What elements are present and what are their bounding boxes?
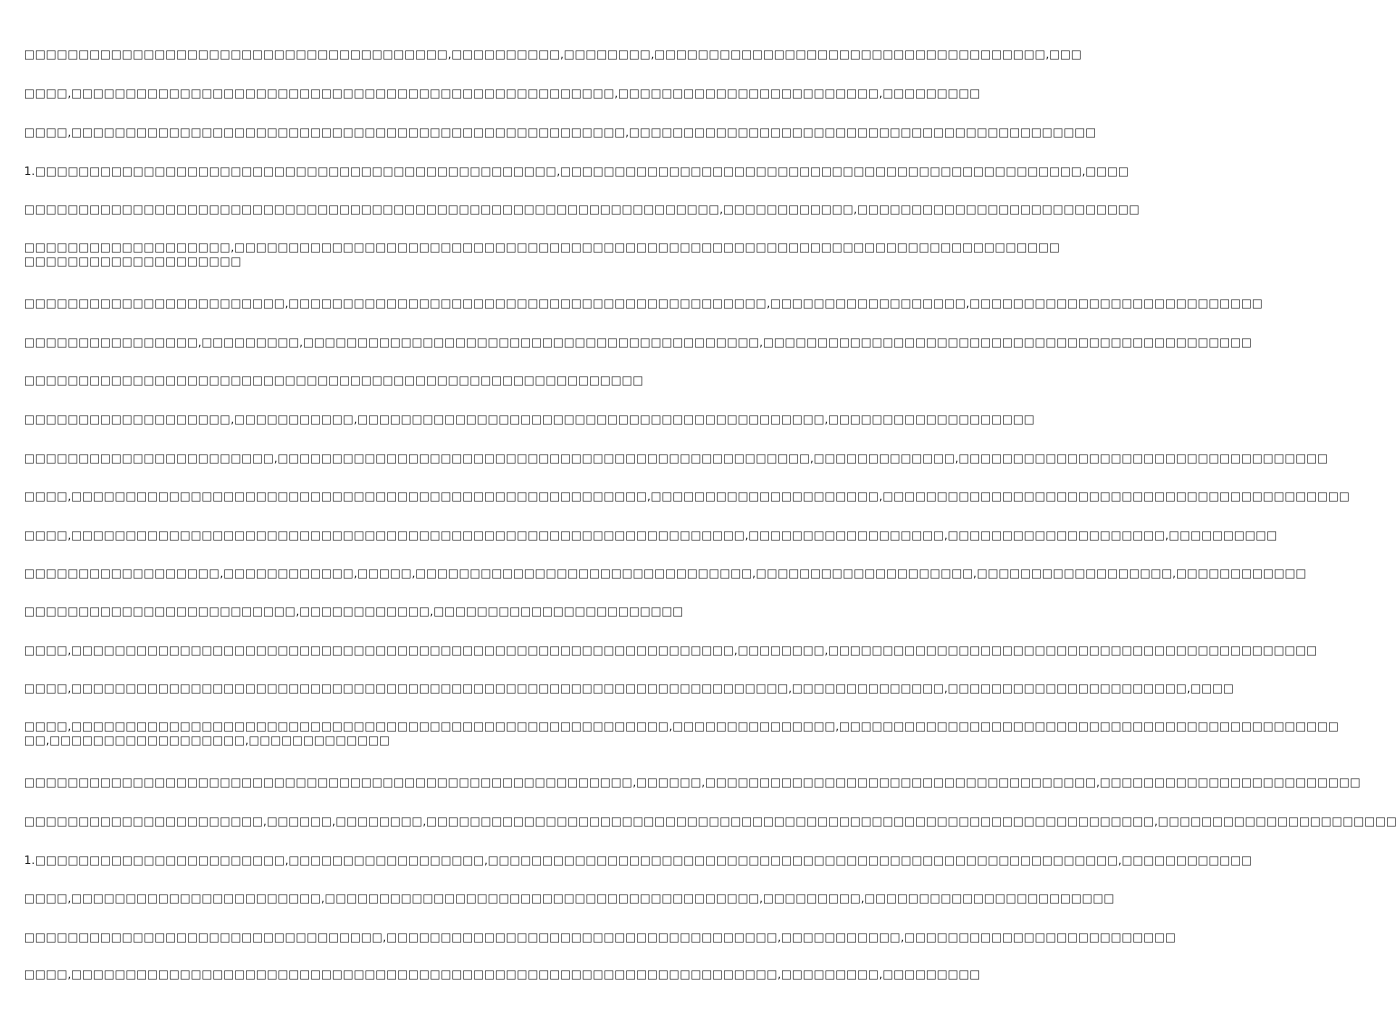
paragraph-17: □□□□,□□□□□□□□□□□□□□□□□□□□□□□□□□□□□□□□□□□□□□□□□□□□□□□□□□□□□□□□□□□□□□□□□□,□□□□□□□□□□□□□□,□□□□□□□□□□□□□□□□□□□□□□,□□□□ xyxy=(24,681,1234,695)
paragraph-12: □□□□,□□□□□□□□□□□□□□□□□□□□□□□□□□□□□□□□□□□□□□□□□□□□□□□□□□□□□,□□□□□□□□□□□□□□□□□□□□□,□□□□□□□□□□□□□□□□□□□□□□□□□□□□□□□□□□□□□□□□□□□ xyxy=(24,489,1350,503)
paragraph-19: □□□□□□□□□□□□□□□□□□□□□□□□□□□□□□□□□□□□□□□□□□□□□□□□□□□□□□□□,□□□□□□,□□□□□□□□□□□□□□□□□□□□□□□□□□□□□□□□□□□□,□□□□□□□□□□□□□□□□□□□□□□□□ xyxy=(24,775,1361,789)
paragraph-3: □□□□,□□□□□□□□□□□□□□□□□□□□□□□□□□□□□□□□□□□□□□□□□□□□□□□□□□□,□□□□□□□□□□□□□□□□□□□□□□□□□□□□□□□□□□□□□□□□□□□ xyxy=(24,125,1097,139)
paragraph-7: □□□□□□□□□□□□□□□□□□□□□□□□,□□□□□□□□□□□□□□□□□□□□□□□□□□□□□□□□□□□□□□□□□□□□,□□□□□□□□□□□□□□□□□□,□□□□□□□□□□□□□□□□□□□□□□□□□□□ xyxy=(24,296,1263,310)
paragraph-18: □□□□,□□□□□□□□□□□□□□□□□□□□□□□□□□□□□□□□□□□□□□□□□□□□□□□□□□□□□□□,□□□□□□□□□□□□□□□,□□□□□□□□□□□□□□□□□□□□□□□□□□□□□□□□□□□□□□□□□□□□□□ □□,□□□□□□□□□□□□□□□□□□,□□□□□□□□□□□□□ xyxy=(24,719,1339,747)
paragraph-8: □□□□□□□□□□□□□□□□,□□□□□□□□□,□□□□□□□□□□□□□□□□□□□□□□□□□□□□□□□□□□□□□□□□□□,□□□□□□□□□□□□□□□□□□□□□□□□□□□□□□□□□□□□□□□□□□□□□ xyxy=(24,335,1252,349)
paragraph-24: □□□□,□□□□□□□□□□□□□□□□□□□□□□□□□□□□□□□□□□□□□□□□□□□□□□□□□□□□□□□□□□□□□□□□□,□□□□□□□□□,□□□□□□□□□ xyxy=(24,967,981,981)
paragraph-23: □□□□□□□□□□□□□□□□□□□□□□□□□□□□□□□□□,□□□□□□□□□□□□□□□□□□□□□□□□□□□□□□□□□□□□,□□□□□□□□□□□,□□□□□□□□□□□□□□□□□□□□□□□□□ xyxy=(24,930,1176,944)
paragraph-16: □□□□,□□□□□□□□□□□□□□□□□□□□□□□□□□□□□□□□□□□□□□□□□□□□□□□□□□□□□□□□□□□□□,□□□□□□□□,□□□□□□□□□□□□□□□□□□□□□□□□□□□□□□□□□□□□□□□□□□□□□ xyxy=(24,643,1318,657)
paragraph-22: □□□□,□□□□□□□□□□□□□□□□□□□□□□□,□□□□□□□□□□□□□□□□□□□□□□□□□□□□□□□□□□□□□□□□,□□□□□□□□□,□□□□□□□□□□□□□□□□□□□□□□□ xyxy=(24,891,1115,905)
paragraph-6: □□□□□□□□□□□□□□□□□□□,□□□□□□□□□□□□□□□□□□□□□□□□□□□□□□□□□□□□□□□□□□□□□□□□□□□□□□□□□□□□□□□□□□□□□□□□□□□□ □□□□□□□□□□□□□□□□□□□□ xyxy=(24,240,1060,268)
paragraph-4: 1.□□□□□□□□□□□□□□□□□□□□□□□□□□□□□□□□□□□□□□□□□□□□□□□□,□□□□□□□□□□□□□□□□□□□□□□□□□□□□□□□□□□□□□□□□□□□□□□□□,□□□□ xyxy=(24,164,1129,178)
paragraph-5: □□□□□□□□□□□□□□□□□□□□□□□□□□□□□□□□□□□□□□□□□□□□□□□□□□□□□□□□□□□□□□□□,□□□□□□□□□□□□,□□□□□□□□□□□□□□□□□□□□□□□□□□ xyxy=(24,202,1140,216)
paragraph-10: □□□□□□□□□□□□□□□□□□□,□□□□□□□□□□□,□□□□□□□□□□□□□□□□□□□□□□□□□□□□□□□□□□□□□□□□□□□,□□□□□□□□□□□□□□□□□□□ xyxy=(24,412,1035,426)
paragraph-15: □□□□□□□□□□□□□□□□□□□□□□□□□,□□□□□□□□□□□□,□□□□□□□□□□□□□□□□□□□□□□□ xyxy=(24,604,684,618)
paragraph-1: □□□□□□□□□□□□□□□□□□□□□□□□□□□□□□□□□□□□□□□,□□□□□□□□□□,□□□□□□□□,□□□□□□□□□□□□□□□□□□□□□□□□□□□□□□□□□□□□,□□□ xyxy=(24,47,1082,61)
paragraph-9: □□□□□□□□□□□□□□□□□□□□□□□□□□□□□□□□□□□□□□□□□□□□□□□□□□□□□□□□□ xyxy=(24,373,644,387)
paragraph-2: □□□□,□□□□□□□□□□□□□□□□□□□□□□□□□□□□□□□□□□□□□□□□□□□□□□□□□□,□□□□□□□□□□□□□□□□□□□□□□□□,□□□□□□□□□ xyxy=(24,86,981,100)
paragraph-20: □□□□□□□□□□□□□□□□□□□□□□,□□□□□□,□□□□□□□□,□□□□□□□□□□□□□□□□□□□□□□□□□□□□□□□□□□□□□□□□□□□□□□□□□□□□□□□□□□□□□□□□□□□,□□□□□□□□□□□□□□□□□□□□□□ xyxy=(24,814,1397,828)
paragraph-21: 1.□□□□□□□□□□□□□□□□□□□□□□□,□□□□□□□□□□□□□□□□□□,□□□□□□□□□□□□□□□□□□□□□□□□□□□□□□□□□□□□□□□□□□□□□□□□□□□□□□□□□□,□□□□□□□□□□□□ xyxy=(24,853,1253,867)
paragraph-14: □□□□□□□□□□□□□□□□□□,□□□□□□□□□□□□,□□□□□,□□□□□□□□□□□□□□□□□□□□□□□□□□□□□□□,□□□□□□□□□□□□□□□□□□□□,□□□□□□□□□□□□□□□□□□,□□□□□□□□□□□□ xyxy=(24,566,1307,580)
paragraph-11: □□□□□□□□□□□□□□□□□□□□□□□,□□□□□□□□□□□□□□□□□□□□□□□□□□□□□□□□□□□□□□□□□□□□□□□□□,□□□□□□□□□□□□□,□□□□□□□□□□□□□□□□□□□□□□□□□□□□□□□□□□ xyxy=(24,451,1328,465)
paragraph-13: □□□□,□□□□□□□□□□□□□□□□□□□□□□□□□□□□□□□□□□□□□□□□□□□□□□□□□□□□□□□□□□□□□□,□□□□□□□□□□□□□□□□□□,□□□□□□□□□□□□□□□□□□□□,□□□□□□□□□□ xyxy=(24,528,1278,542)
